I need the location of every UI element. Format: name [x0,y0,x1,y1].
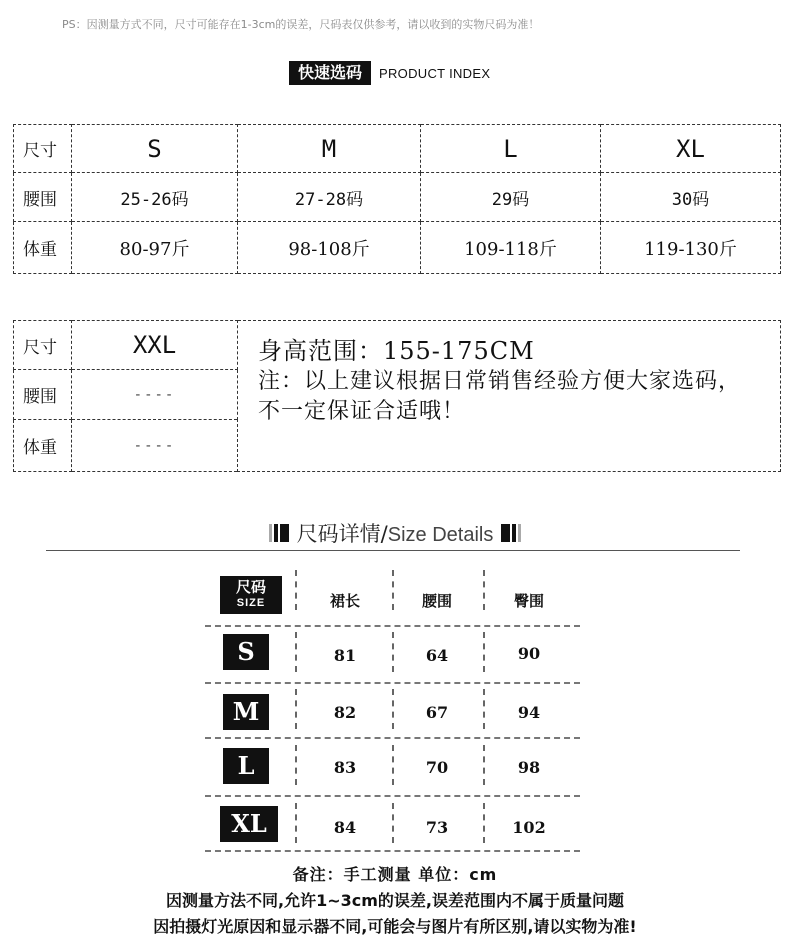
size-details-title-en: Size Details [387,524,494,546]
size-label: 尺寸 [14,321,72,370]
weight-s: 80-97斤 [72,222,238,274]
column-divider [483,689,485,729]
right-bars-icon [501,524,521,542]
skirt-length-s: 81 [333,646,357,665]
weight-xxl: ---- [72,420,238,472]
waist-l: 70 [425,758,449,777]
column-divider [392,570,394,610]
row-divider [205,625,580,627]
waist-s: 64 [425,646,449,665]
column-divider [295,745,297,785]
skirt-length-m: 82 [333,703,357,722]
product-index-label: PRODUCT INDEX [379,65,491,81]
column-divider [295,570,297,610]
weight-xl: 119-130斤 [601,222,781,274]
hip-m: 94 [517,703,541,722]
size-m: M [238,125,421,173]
size-label: 尺寸 [14,125,72,173]
display-note: 因拍摄灯光原因和显示器不同,可能会与图片有所区别,请以实物为准! [153,917,637,936]
heading-divider [46,550,740,551]
xxl-size-table [13,320,781,472]
weight-m: 98-108斤 [238,222,421,274]
column-divider [392,689,394,729]
hip-xl: 102 [512,818,546,837]
ps-note: PS：因测量方式不同，尺寸可能存在1-3cm的误差，尺码表仅供参考，请以收到的实物尺码为准！ [62,18,540,31]
waist-s: 25-26码 [72,173,238,222]
column-divider [295,632,297,672]
skirt-length-l: 83 [333,758,357,777]
size-details-heading [0,518,790,548]
size-xl: XL [601,125,781,173]
size-header-cn: 尺码 [235,578,266,596]
waist-l: 29码 [421,173,601,222]
header-hip: 臀围 [513,592,544,610]
weight-l: 109-118斤 [421,222,601,274]
quick-select-label: 快速选码 [289,61,371,85]
row-divider [205,682,580,684]
waist-label: 腰围 [14,173,72,222]
left-bars-icon [269,524,289,542]
measurement-note: 备注：手工测量 单位：cm [292,865,498,884]
waist-m: 67 [425,703,449,722]
recommend-note: 注：以上建议根据日常销售经验方便大家选码，不一定保证合适哦！ [258,369,742,424]
tolerance-note: 因测量方法不同,允许1~3cm的误差,误差范围内不属于质量问题 [166,891,624,910]
header-waist: 腰围 [421,592,452,610]
column-divider [483,745,485,785]
waist-xl: 30码 [601,173,781,222]
waist-m: 27-28码 [238,173,421,222]
size-badge-s: S [223,634,269,670]
weight-label: 体重 [14,222,72,274]
header-skirt-length: 裙长 [329,592,360,610]
height-range: 身高范围：155-175CM [258,337,535,365]
size-header-en: SIZE [236,597,266,609]
skirt-length-xl: 84 [333,818,357,837]
waist-xxl: ---- [72,370,238,420]
height-info [238,321,781,472]
size-details-table [205,570,585,856]
column-divider [483,570,485,610]
row-divider [205,850,580,852]
hip-l: 98 [517,758,541,777]
hip-s: 90 [517,644,541,663]
column-divider [295,689,297,729]
column-divider [392,632,394,672]
size-row [14,125,781,173]
size-xxl: XXL [72,321,238,370]
column-divider [392,745,394,785]
weight-row [14,222,781,274]
weight-label: 体重 [14,420,72,472]
xxl-size-row [14,321,781,370]
size-badge-xl: XL [220,806,278,842]
row-divider [205,737,580,739]
quick-size-table [13,124,781,274]
size-badge-l: L [223,748,269,784]
column-divider [483,632,485,672]
waist-xl: 73 [425,818,449,837]
column-divider [295,803,297,843]
column-divider [392,803,394,843]
row-divider [205,795,580,797]
column-divider [483,803,485,843]
size-badge-m: M [223,694,269,730]
size-details-title-cn: 尺码详情/ [296,522,388,546]
size-s: S [72,125,238,173]
size-l: L [421,125,601,173]
waist-label: 腰围 [14,370,72,420]
product-index-title [289,61,490,85]
waist-row [14,173,781,222]
size-header-badge [220,576,282,614]
